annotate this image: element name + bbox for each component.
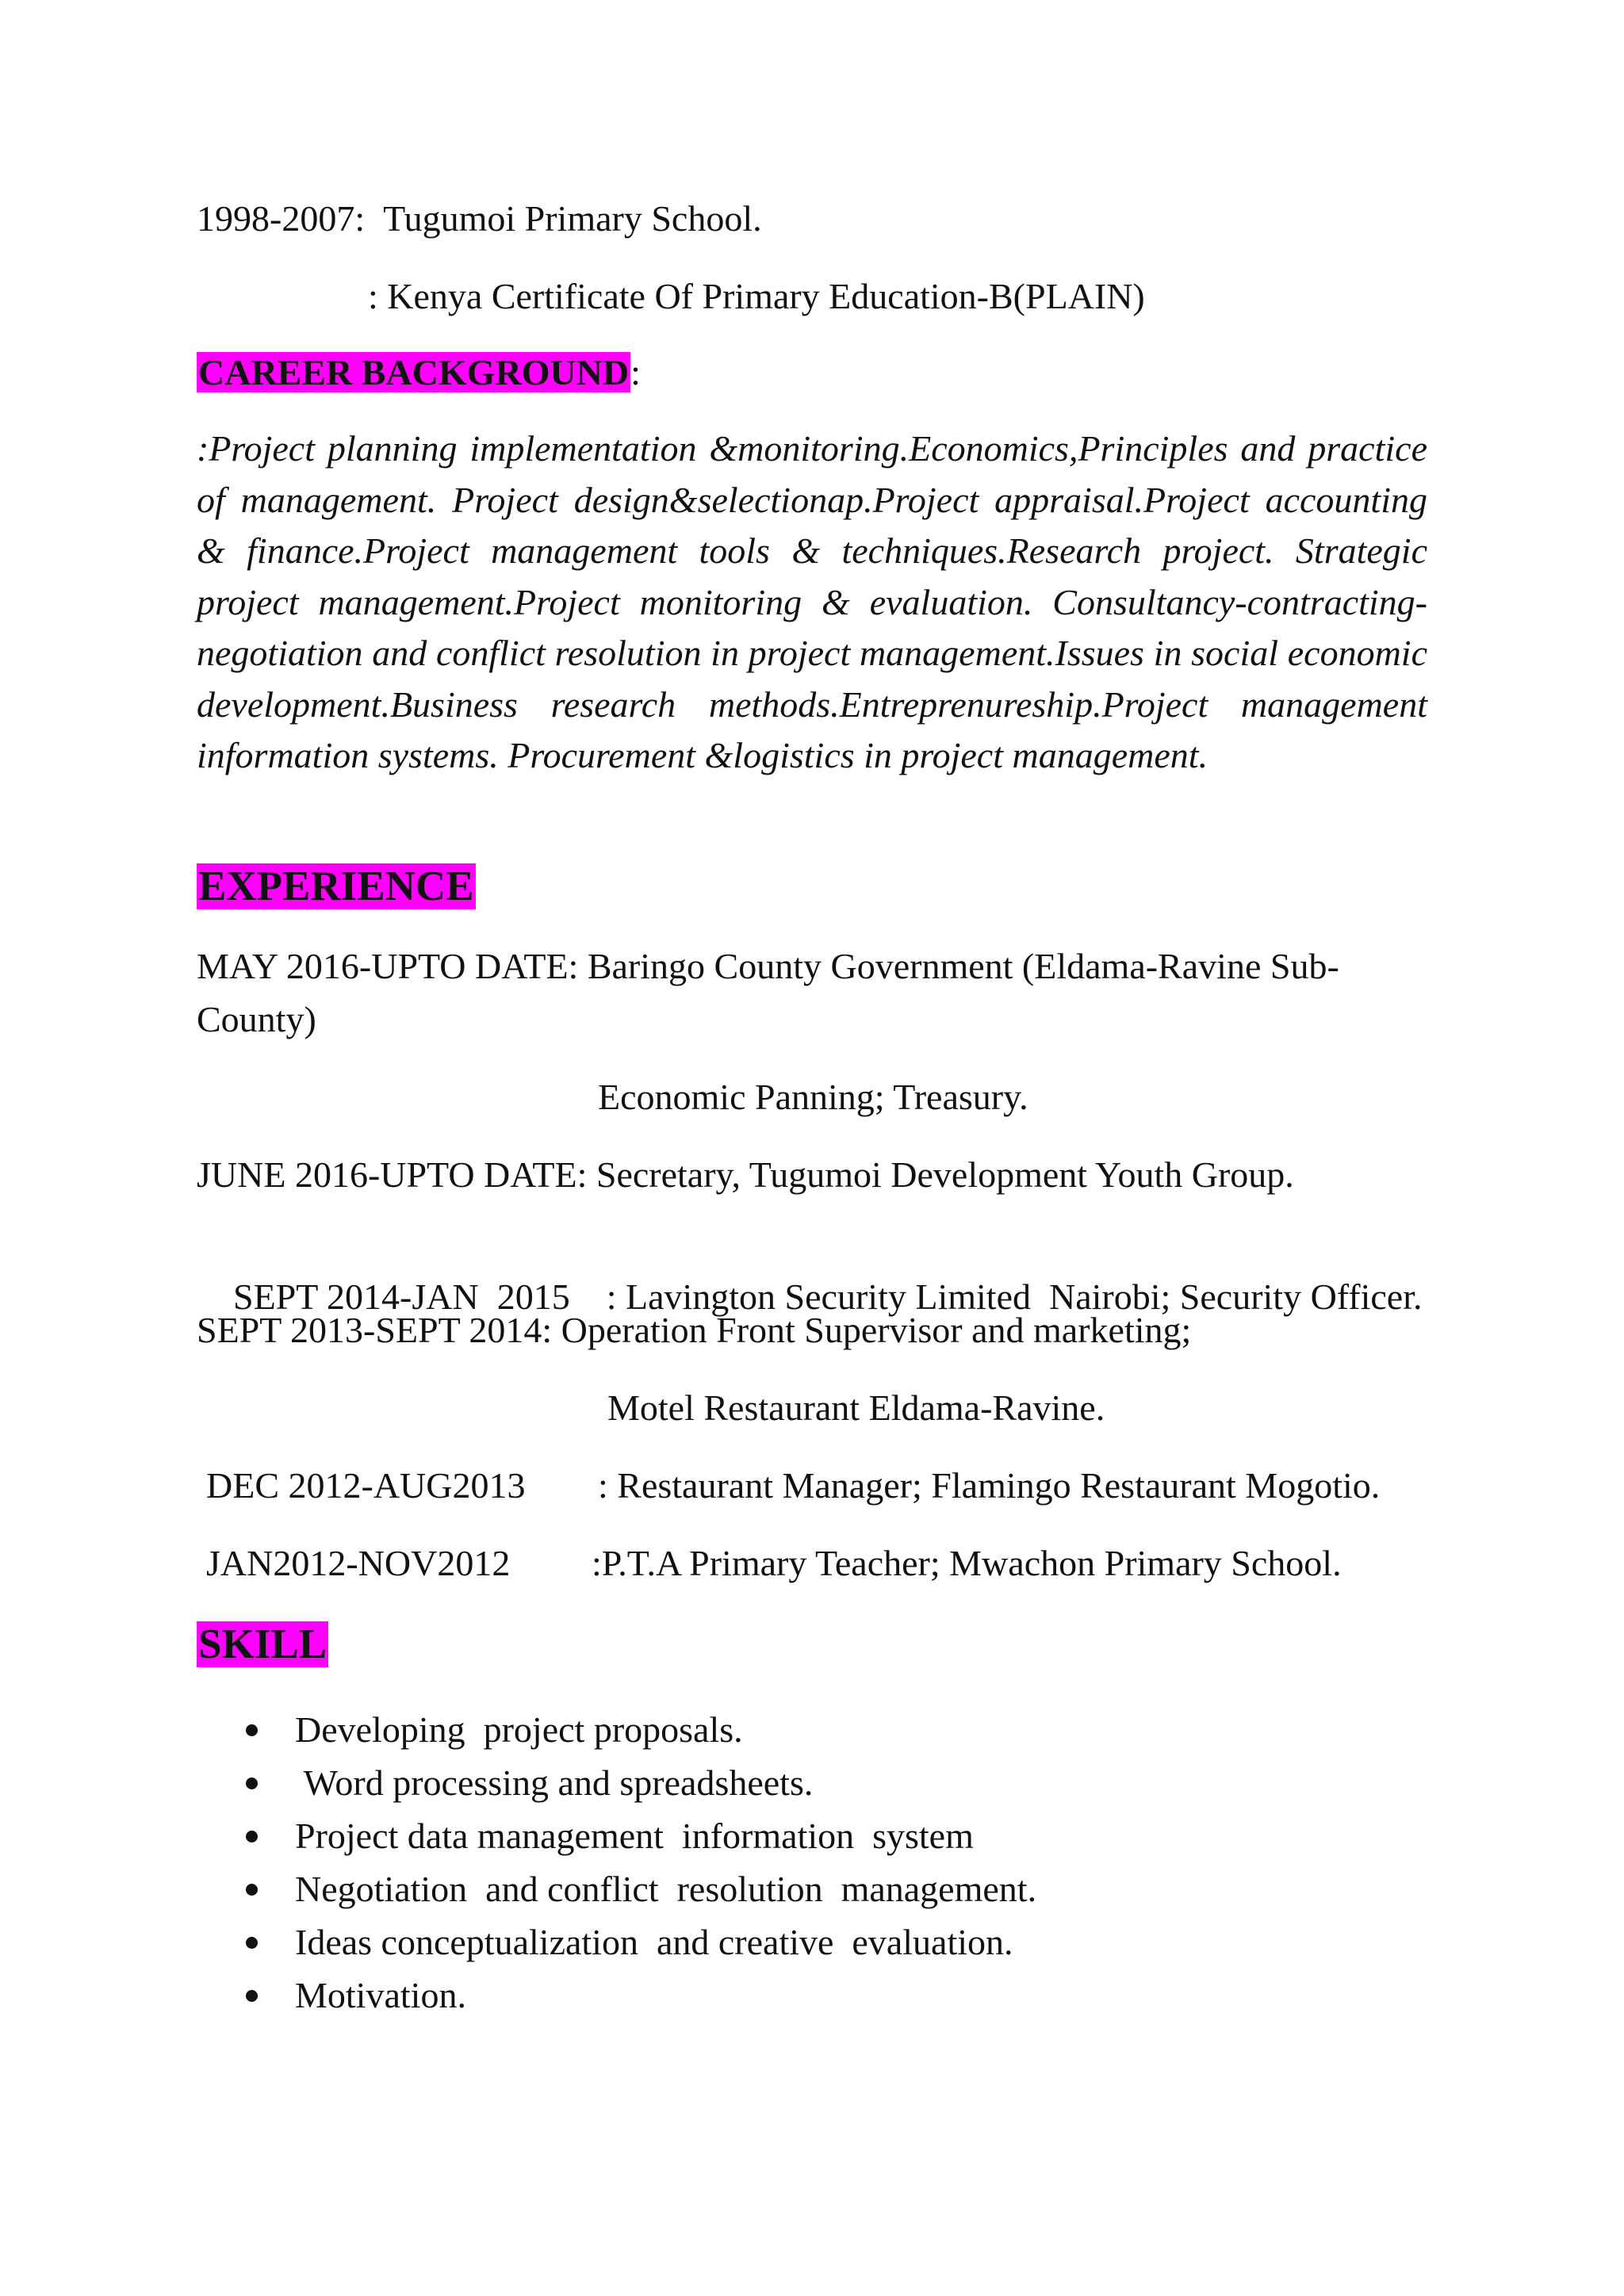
skill-item-text: Word processing and spreadsheets. [295,1762,814,1803]
experience-entry-1-line1: MAY 2016-UPTO DATE: Baringo County Government (Eldama-Ravine Sub- [197,946,1339,986]
experience-entry-2 [197,1153,1294,1197]
experience-entry-6-detail: :P.T.A Primary Teacher; Mwachon Primary School. [592,1543,1342,1583]
career-background-text: :Project planning implementation &monitoring.Economics,Principles and practice of management. Project design&selectionap.Project appraisal.Project accounting & finance.Project management tools & techniques.Research project. Strategic project management.Project monitoring & evaluation. Consultancy-contracting-negotiation and conflict resolution in project management.Issues in social economic development.Business research methods.Entreprenureship.Project management information systems. Procurement &logistics in project management. [197,428,1427,775]
bullet-icon [246,1831,258,1843]
bullet-icon [246,1937,258,1949]
education-primary-school: Tugumoi Primary School. [383,198,762,239]
skill-item-text: Developing project proposals. [295,1709,743,1750]
skill-item-text: Project data management information system [295,1816,974,1856]
experience-entry-4-detail: Operation Front Supervisor and marketing; [561,1310,1192,1350]
experience-entry-4 [197,1308,1191,1353]
education-primary-years: 1998-2007: [197,198,366,239]
skill-item-text: Motivation. [295,1975,466,2015]
experience-heading-row [197,862,476,911]
skill-heading: SKILL [198,1621,327,1667]
experience-entry-3-period: SEPT 2014-JAN 2015 [233,1276,570,1317]
skill-item-text: Negotiation and conflict resolution management. [295,1869,1037,1909]
skill-heading-row [197,1620,328,1669]
experience-entry-4-detail2: Motel Restaurant Eldama-Ravine. [607,1387,1105,1428]
career-heading-colon: : [630,352,641,392]
education-primary-row [197,197,762,241]
experience-entry-4-period: SEPT 2013-SEPT 2014: [197,1310,553,1350]
bullet-icon [246,1884,258,1896]
experience-entry-6-period: JAN2012-NOV2012 [206,1543,511,1583]
career-heading: CAREER BACKGROUND [198,352,630,392]
experience-entry-5-period: DEC 2012-AUG2013 [206,1465,526,1506]
experience-heading: EXPERIENCE [198,863,474,909]
experience-entry-5-detail: : Restaurant Manager; Flamingo Restaurant Mogotio. [598,1465,1381,1506]
bullet-icon [246,1724,258,1736]
skill-item-text: Ideas conceptualization and creative evaluation. [295,1922,1013,1962]
experience-entry-2-detail: Secretary, Tugumoi Development Youth Group. [596,1154,1294,1195]
career-heading-row [197,350,641,395]
experience-entry-3-detail: : Lavington Security Limited Nairobi; Security Officer. [606,1276,1423,1317]
bullet-icon [246,1777,258,1789]
experience-entry-1-line3: Economic Panning; Treasury. [598,1077,1028,1117]
experience-entry-2-period: JUNE 2016-UPTO DATE: [197,1154,588,1195]
experience-entry-1-line2: County) [197,999,316,1039]
bullet-icon [246,1990,258,2002]
education-primary-certificate: : Kenya Certificate Of Primary Education-B(PLAIN) [368,276,1145,316]
